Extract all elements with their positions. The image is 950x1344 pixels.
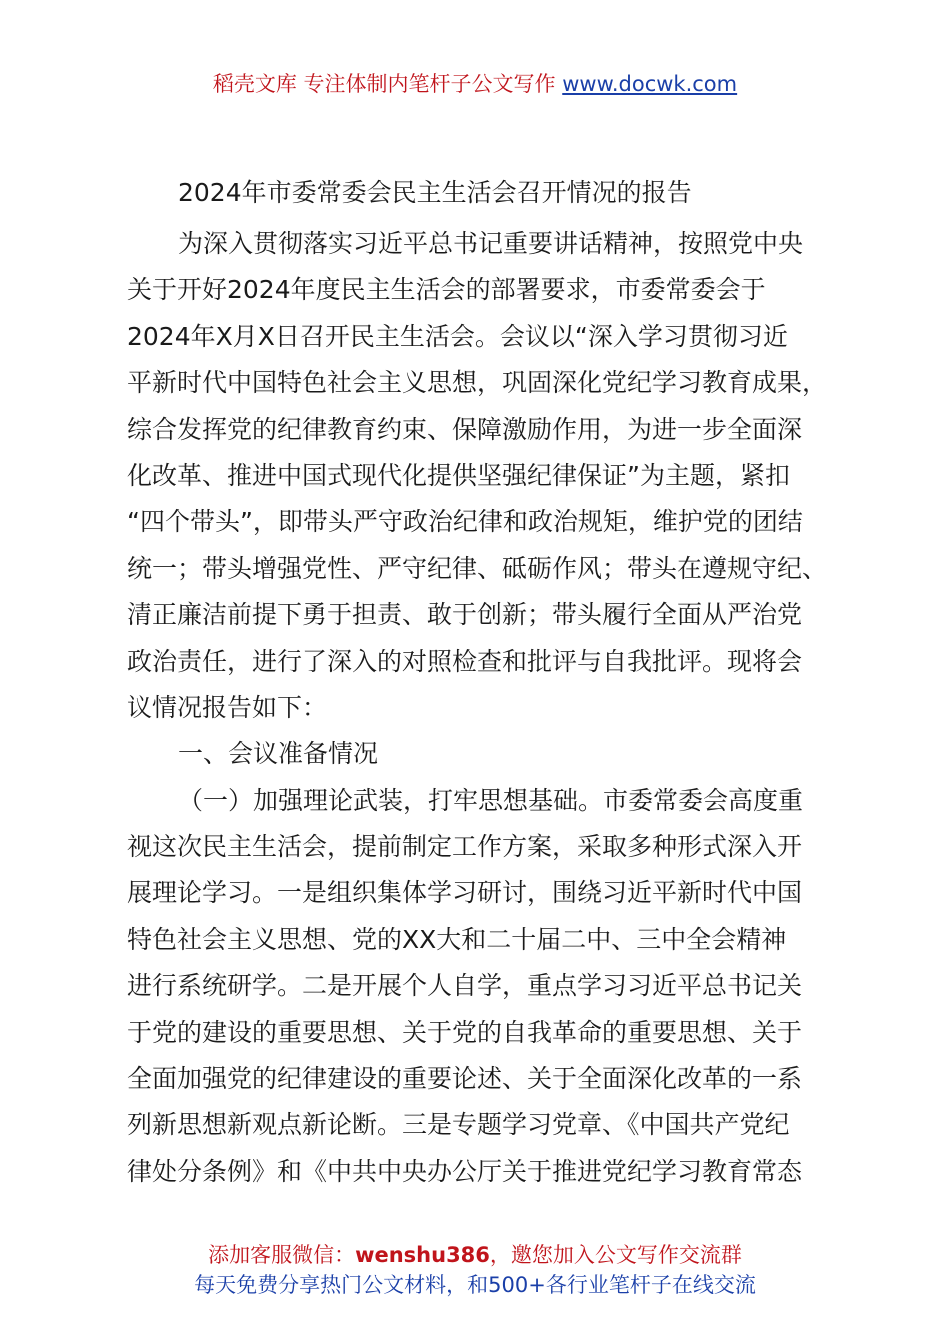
body-line: “四个带头”，即带头严守政治纪律和政治规矩，维护党的团结 xyxy=(127,507,803,537)
body-line: （一）加强理论武装，打牢思想基础。市委常委会高度重 xyxy=(178,785,804,815)
section-heading: 一、会议准备情况 xyxy=(178,739,379,769)
body-line: 全面加强党的纪律建设的重要论述、关于全面深化改革的一系 xyxy=(127,1064,803,1094)
document-title: 2024年市委常委会民主生活会召开情况的报告 xyxy=(178,178,692,207)
body-line: 展理论学习。一是组织集体学习研讨，围绕习近平新时代中国 xyxy=(127,878,803,908)
body-line: 2024年X月X日召开民主生活会。会议以“深入学习贯彻习近 xyxy=(127,321,788,351)
body-line: 平新时代中国特色社会主义思想，巩固深化党纪学习教育成果， xyxy=(127,368,828,398)
watermark-footer xyxy=(0,1240,950,1300)
body-line: 关于开好2024年度民主生活会的部署要求，市委常委会于 xyxy=(127,275,766,305)
footer-contact-prefix: 添加客服微信： xyxy=(208,1243,356,1267)
body-line: 于党的建设的重要思想、关于党的自我革命的重要思想、关于 xyxy=(127,1017,803,1047)
body-line: 清正廉洁前提下勇于担责、敢于创新；带头履行全面从严治党 xyxy=(127,600,803,630)
header-url-link[interactable]: www.docwk.com xyxy=(562,72,738,96)
body-line: 进行系统研学。二是开展个人自学，重点学习习近平总书记关 xyxy=(127,971,803,1001)
body-line: 综合发挥党的纪律教育约束、保障激励作用，为进一步全面深 xyxy=(127,414,803,444)
body-line: 律处分条例》和《中共中央办公厅关于推进党纪学习教育常态 xyxy=(127,1156,803,1186)
body-line: 特色社会主义思想、党的XX大和二十届二中、三中全会精神 xyxy=(127,924,787,954)
body-line: 列新思想新观点新论断。三是专题学习党章、《中国共产党纪 xyxy=(127,1110,790,1140)
footer-wechat-id: wenshu386 xyxy=(355,1243,490,1267)
header-brand: 稻壳文库 专注体制内笔杆子公文写作 xyxy=(212,72,556,96)
body-line: 统一；带头增强党性、严守纪律、砥砺作风；带头在遵规守纪、 xyxy=(127,553,828,583)
body-line: 为深入贯彻落实习近平总书记重要讲话精神，按照党中央 xyxy=(178,229,804,258)
watermark-header xyxy=(0,70,950,98)
footer-line-contact xyxy=(0,1240,950,1270)
footer-contact-suffix: ，邀您加入公文写作交流群 xyxy=(489,1243,742,1267)
body-line: 化改革、推进中国式现代化提供坚强纪律保证”为主题，紧扣 xyxy=(127,460,790,490)
document-body xyxy=(127,221,839,1195)
body-line: 议情况报告如下： xyxy=(127,692,328,722)
footer-line-promo: 每天免费分享热门公文材料，和500+各行业笔杆子在线交流 xyxy=(194,1273,756,1297)
body-line: 政治责任，进行了深入的对照检查和批评与自我批评。现将会 xyxy=(127,646,803,676)
body-line: 视这次民主生活会，提前制定工作方案，采取多种形式深入开 xyxy=(127,832,803,862)
